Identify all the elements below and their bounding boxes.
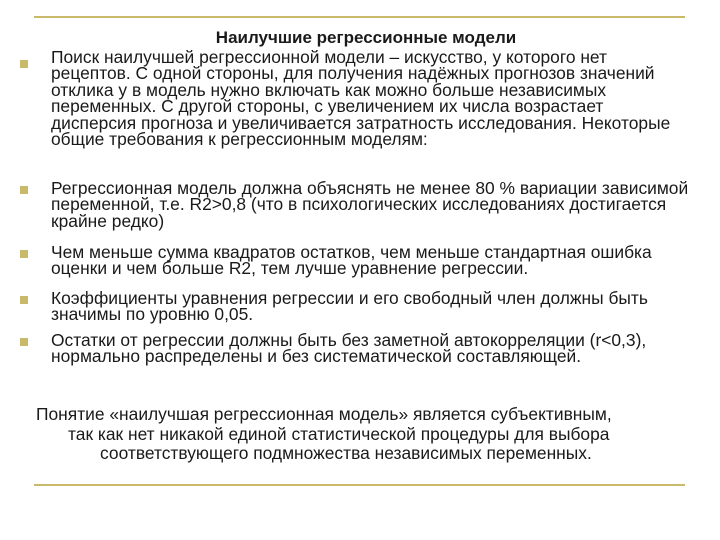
bullet-text: Коэффициенты уравнения регрессии и его свободный член должны быть значимы по уровню 0,05. (51, 288, 648, 325)
top-divider (34, 16, 685, 18)
bullet-text: Регрессионная модель должна объяснять не менее 80 % вариации зависимой переменной, т.е. R2>0,8 (что в психологических исследованиях достигается крайне редко) (51, 178, 689, 231)
list-item (0, 290, 720, 332)
square-bullet-icon (20, 250, 28, 258)
footer-line: соответствующего подмножества независимых переменных. (100, 443, 592, 464)
slide-title: Наилучшие регрессионные модели (215, 28, 517, 47)
bullet-text: Остатки от регрессии должны быть без заметной автокорреляции (r<0,3), нормально распределены и без систематической составляющей. (51, 330, 647, 367)
bullet-text: Поиск наилучшей регрессионной модели – искусство, у которого нет рецептов. С одной стороны, для получения надёжных прогнозов значений отклика y в модель нужно включать как можно больше независимых переменных. С другой стороны, с увеличением их числа возрастает дисперсия прогноза и увеличивается затратность исследования. Некоторые общие требования к регрессионным моделям: (51, 47, 671, 150)
footer-note (36, 405, 700, 464)
list-item (0, 332, 720, 392)
footer-line: Понятие «наилучшая регрессионная модель» является субъективным, (36, 404, 612, 424)
footer-line: так как нет никакой единой статистической процедуры для выбора (68, 423, 610, 444)
square-bullet-icon (20, 296, 28, 304)
bullet-text: Чем меньше сумма квадратов остатков, чем меньше стандартная ошибка оценки и чем больше R2, тем лучше уравнение регрессии. (51, 242, 652, 279)
list-item (0, 244, 720, 290)
list-item (0, 180, 720, 244)
square-bullet-icon (20, 338, 28, 346)
bullet-list (0, 49, 720, 392)
bottom-divider (34, 484, 685, 486)
list-item (0, 49, 720, 180)
square-bullet-icon (20, 186, 28, 194)
square-bullet-icon (20, 60, 28, 68)
